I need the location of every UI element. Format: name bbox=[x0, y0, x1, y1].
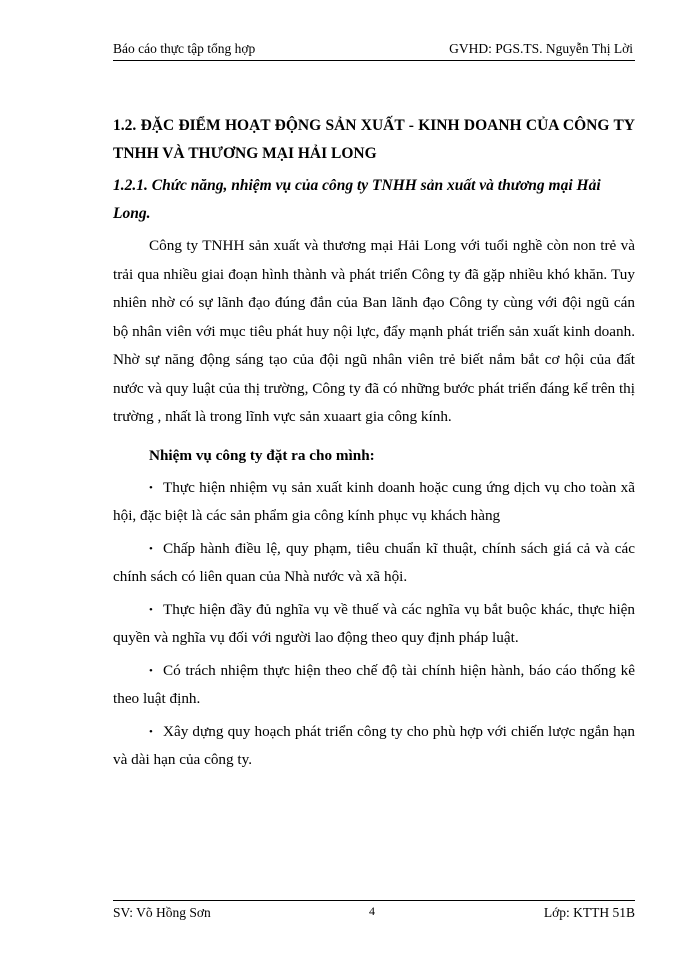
list-item-text: Thực hiện nhiệm vụ sản xuất kinh doanh hoặc cung ứng dịch vụ cho toàn xã hội, đặc biệt là các sản phẩm gia công kính phục vụ khách hàng bbox=[113, 478, 635, 524]
list-item bbox=[113, 657, 635, 713]
footer-student: SV: Võ Hồng Sơn bbox=[113, 905, 211, 920]
footer-class: Lớp: KTTH 51B bbox=[543, 905, 635, 920]
list-item-text: Có trách nhiệm thực hiện theo chế độ tài chính hiện hành, báo cáo thống kê theo luật định. bbox=[113, 661, 635, 707]
header-divider bbox=[113, 60, 635, 61]
list-item bbox=[113, 535, 635, 591]
bullet-icon: • bbox=[149, 481, 153, 494]
header-supervisor: GVHD: PGS.TS. Nguyễn Thị Lời bbox=[449, 41, 633, 56]
body-paragraph: Công ty TNHH sản xuất và thương mại Hải Long với tuổi nghề còn non trẻ và trải qua nhiều giai đoạn hình thành và phát triển Công ty đã gặp nhiều khó khăn. Tuy nhiên nhờ có sự lãnh đạo đúng đắn của Ban lãnh đạo Công ty cùng với đội ngũ cán bộ nhân viên với mục tiêu phát huy nội lực, đẩy mạnh phát triển sản xuất kinh doanh. Nhờ sự năng động sáng tạo của đội ngũ nhân viên trẻ biết nắm bắt cơ hội của đất nước và quy luật của thị trường, Công ty đã có những bước phát triển đáng kể trên thị trường , nhất là trong lĩnh vực sản xuaart gia công kính. bbox=[113, 237, 635, 425]
page-number: 4 bbox=[369, 904, 375, 918]
page-content bbox=[113, 112, 635, 779]
list-item bbox=[113, 474, 635, 530]
list-item bbox=[113, 718, 635, 774]
list-item-text: Xây dựng quy hoạch phát triển công ty cho phù hợp với chiến lược ngắn hạn và dài hạn của công ty. bbox=[113, 722, 635, 768]
bullet-icon: • bbox=[149, 603, 153, 616]
subsection-title: 1.2.1. Chức năng, nhiệm vụ của công ty TNHH sản xuất và thương mại Hải Long. bbox=[113, 177, 601, 222]
bullet-icon: • bbox=[149, 725, 153, 738]
footer-divider bbox=[113, 900, 635, 901]
header-report-title: Báo cáo thực tập tổng hợp bbox=[113, 41, 256, 56]
list-item bbox=[113, 596, 635, 652]
bullet-icon: • bbox=[149, 542, 153, 555]
tasks-heading: Nhiệm vụ công ty đặt ra cho mình: bbox=[149, 446, 375, 464]
section-title: 1.2. ĐẶC ĐIỂM HOẠT ĐỘNG SẢN XUẤT - KINH DOANH CỦA CÔNG TY TNHH VÀ THƯƠNG MẠI HẢI LONG bbox=[113, 117, 635, 162]
bullet-icon: • bbox=[149, 664, 153, 677]
list-item-text: Chấp hành điều lệ, quy phạm, tiêu chuẩn kĩ thuật, chính sách giá cả và các chính sách có liên quan của Nhà nước và xã hội. bbox=[113, 539, 635, 585]
list-item-text: Thực hiện đầy đủ nghĩa vụ về thuế và các nghĩa vụ bắt buộc khác, thực hiện quyền và nghĩa vụ đối với người lao động theo quy định pháp luật. bbox=[113, 600, 635, 646]
page-header bbox=[113, 40, 633, 58]
